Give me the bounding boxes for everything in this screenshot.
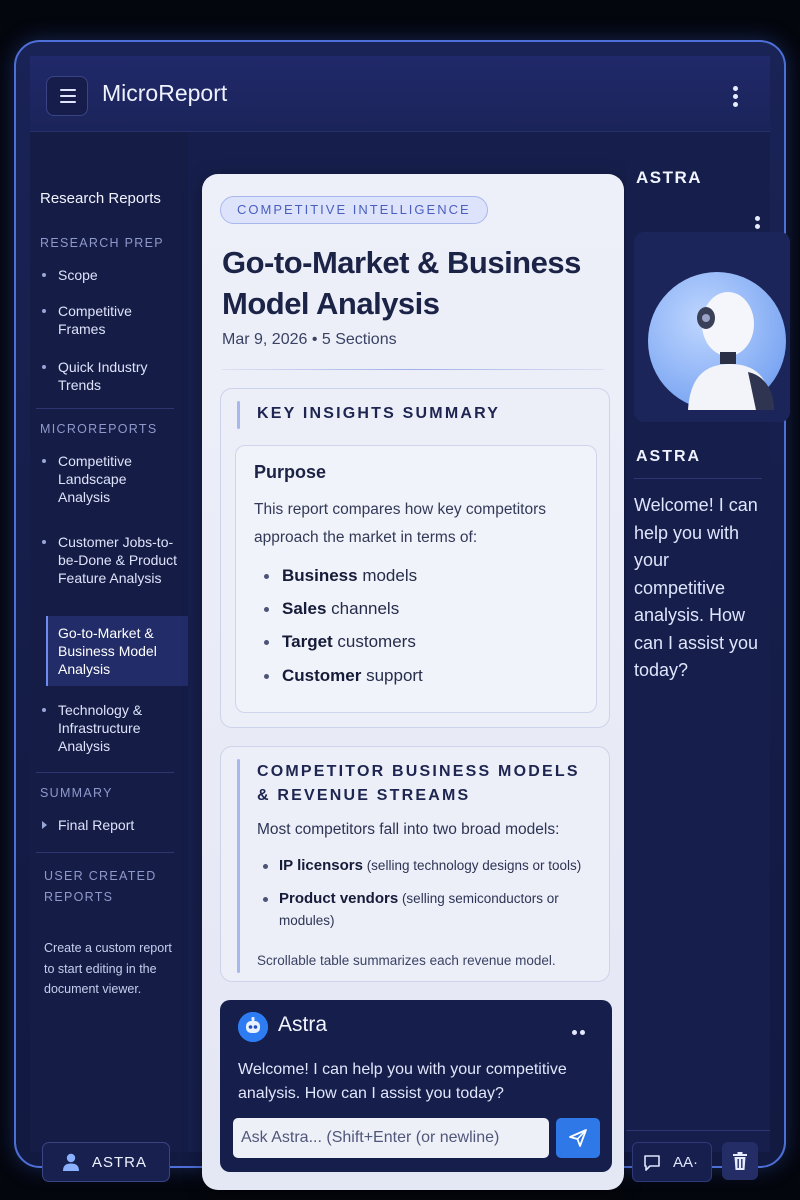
sidebar-item-technology-infrastructure[interactable]: [40, 701, 160, 755]
purpose-text: This report compares how key competitors approach the market in terms of:: [254, 501, 547, 546]
assistant-name: ASTRA: [636, 448, 702, 465]
card-accent-bar: [237, 759, 240, 973]
sidebar-item-customer-jtbd[interactable]: [40, 533, 180, 587]
trash-icon: [731, 1151, 749, 1171]
chat-panel: [220, 1000, 612, 1172]
avatar-card: [634, 232, 790, 422]
sidebar-divider: [36, 772, 174, 773]
sidebar-item-label: Quick Industry Trends: [58, 359, 148, 393]
bullet-text: channels: [326, 599, 400, 618]
user-icon: [61, 1152, 81, 1172]
send-icon: [568, 1128, 588, 1148]
bullet-text: models: [357, 566, 418, 585]
document-title: Go-to-Market & Business Model Analysis: [222, 245, 581, 321]
bullet-text: (selling semiconductors or modules): [279, 891, 559, 928]
business-models-heading-line1: COMPETITOR BUSINESS MODELS: [257, 763, 580, 780]
bullet-icon: [42, 459, 46, 463]
chevron-right-icon: [42, 821, 47, 829]
delete-button[interactable]: [722, 1142, 758, 1180]
astra-button-label: ASTRA: [92, 1154, 148, 1171]
sidebar-item-label: Customer Jobs-to-be-Done & Product Feature Analysis: [58, 534, 178, 586]
bullet-ip-licensors: [263, 855, 603, 877]
title-divider: [222, 369, 604, 370]
business-models-card: [220, 746, 610, 982]
bullet-product-vendors: [263, 888, 583, 932]
app-screen: [30, 56, 770, 1171]
section-research-prep: RESEARCH PREP: [40, 236, 164, 250]
sidebar-item-label: Technology & Infrastructure Analysis: [58, 702, 143, 754]
text-size-button[interactable]: [632, 1142, 712, 1182]
key-insights-card: [220, 388, 610, 728]
card-accent-bar: [237, 401, 240, 429]
business-models-intro: Most competitors fall into two broad models:: [257, 821, 560, 838]
key-insights-heading: KEY INSIGHTS SUMMARY: [257, 405, 501, 422]
send-button[interactable]: [556, 1118, 600, 1158]
bullet-icon: [42, 365, 46, 369]
menu-button[interactable]: [46, 76, 88, 116]
document-panel[interactable]: [202, 174, 624, 1190]
purpose-title: Purpose: [254, 462, 327, 482]
bullet-customer-support: [264, 666, 423, 686]
sidebar-divider: [36, 408, 174, 409]
business-models-heading-line2: & REVENUE STREAMS: [257, 787, 471, 804]
sidebar: [30, 132, 188, 1171]
robot-icon: [648, 272, 786, 410]
astra-button[interactable]: [42, 1142, 170, 1182]
robot-icon: [238, 1012, 268, 1042]
sidebar-item-quick-industry-trends[interactable]: [40, 358, 180, 394]
sidebar-item-competitive-landscape[interactable]: [40, 452, 152, 506]
bullet-bold: Customer: [282, 666, 362, 685]
user-reports-description: Create a custom report to start editing in the document viewer.: [44, 941, 172, 996]
chat-welcome-message: Welcome! I can help you with your competitive analysis. How can I assist you today?: [238, 1061, 567, 1102]
sidebar-item-scope[interactable]: [40, 266, 180, 284]
bullet-sales-channels: [264, 599, 399, 619]
assistant-panel-title: ASTRA: [636, 168, 703, 187]
chat-input[interactable]: [233, 1118, 549, 1158]
bullet-target-customers: [264, 632, 416, 652]
sidebar-title: Research Reports: [40, 190, 161, 207]
sidebar-divider: [36, 852, 174, 853]
chat-more-icon[interactable]: [572, 1022, 588, 1040]
bullet-bold: Sales: [282, 599, 327, 618]
sidebar-item-label: Go-to-Market & Business Model Analysis: [58, 625, 157, 677]
top-bar: [30, 56, 770, 132]
font-size-label: AA·: [673, 1154, 699, 1171]
sidebar-item-label: Competitive Frames: [58, 303, 132, 337]
section-user-created: USER CREATED REPORTS: [44, 869, 157, 904]
bullet-text: (selling technology designs or tools): [362, 858, 582, 873]
bullet-icon: [42, 540, 46, 544]
section-microreports: MICROREPORTS: [40, 422, 158, 436]
category-tag: COMPETITIVE INTELLIGENCE: [220, 196, 488, 224]
bullet-bold: Product vendors: [279, 890, 399, 907]
sidebar-item-go-to-market[interactable]: [46, 616, 188, 686]
robot-avatar: [648, 272, 786, 410]
menu-icon: [60, 89, 76, 91]
assistant-welcome: Welcome! I can help you with your competitive analysis. How can I assist you today?: [634, 495, 759, 680]
comment-icon: [643, 1154, 661, 1172]
assistant-footer-divider: [626, 1130, 770, 1131]
app-menu-kebab-icon[interactable]: [732, 86, 738, 108]
bullet-bold: IP licensors: [279, 857, 363, 874]
table-note: Scrollable table summarizes each revenue model.: [257, 953, 556, 968]
chat-assistant-name: Astra: [278, 1013, 328, 1036]
bullet-business-models: [264, 566, 417, 586]
bullet-text: support: [361, 666, 423, 685]
menu-icon-bar: [60, 95, 76, 97]
purpose-box: [235, 445, 597, 713]
sidebar-item-label: Scope: [58, 267, 98, 283]
sidebar-item-label: Competitive Landscape Analysis: [58, 453, 132, 505]
bullet-icon: [42, 273, 46, 277]
device-frame: [14, 40, 786, 1171]
bullet-icon: [42, 309, 46, 313]
assistant-panel: [626, 132, 770, 1171]
assistant-divider: [634, 478, 762, 479]
sidebar-item-competitive-frames[interactable]: [40, 302, 180, 338]
bullet-bold: Business: [282, 566, 358, 585]
section-summary: SUMMARY: [40, 786, 113, 800]
sidebar-item-label: Final Report: [58, 817, 135, 833]
bullet-bold: Target: [282, 632, 333, 651]
sidebar-item-final-report[interactable]: [40, 816, 180, 834]
bullet-icon: [42, 708, 46, 712]
bullet-text: customers: [332, 632, 416, 651]
document-meta: Mar 9, 2026 • 5 Sections: [222, 331, 397, 348]
app-title: MicroReport: [102, 80, 228, 106]
menu-icon-bar: [60, 101, 76, 103]
